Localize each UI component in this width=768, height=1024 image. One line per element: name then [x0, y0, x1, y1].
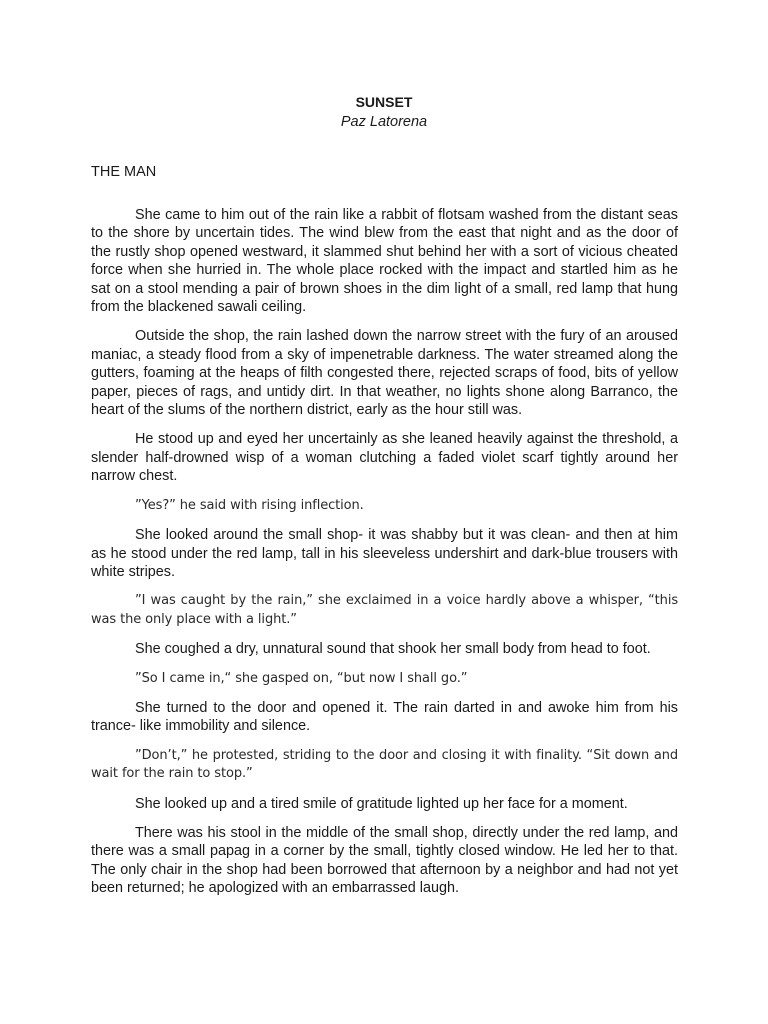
document-author: Paz Latorena	[340, 114, 428, 130]
paragraph: ”Yes?” he said with rising inflection.	[135, 497, 364, 513]
paragraph: She turned to the door and opened it. The rain darted in and awoke him from his trance- like immobility and silence.	[91, 699, 678, 735]
paragraph: He stood up and eyed her uncertainly as she leaned heavily against the threshold, a slender half-drowned wisp of a woman clutching a faded violet scarf tightly around her narrow chest.	[91, 431, 678, 485]
document-title: SUNSET	[355, 94, 413, 110]
paragraph: She came to him out of the rain like a rabbit of flotsam washed from the distant seas to the shore by uncertain tides. The wind blew from the east that night and as the door of the rustly shop opened westward, it slammed shut behind her with a sort of vicious cheated force when she hurried in. The whole place rocked with the impact and startled him as he sat on a stool mending a pair of brown shoes in the dim light of a small, red lamp that hung from the blackened sawali ceiling.	[91, 207, 678, 316]
paragraph: She coughed a dry, unnatural sound that shook her small body from head to foot.	[135, 641, 651, 658]
paragraph: ”Don’t,” he protested, striding to the door and closing it with finality. “Sit down and wait for the rain to stop.”	[91, 747, 678, 782]
paragraph: Outside the shop, the rain lashed down the narrow street with the fury of an aroused maniac, a steady flood from a sky of impenetrable darkness. The water streamed along the gutters, foaming at the heaps of filth congested there, rejected scraps of food, bits of yellow paper, pieces of rags, and untidy dirt. In that weather, no lights shone along Barranco, the heart of the slums of the northern district, early as the hour still was.	[91, 328, 678, 419]
document-body	[91, 206, 678, 909]
paragraph: There was his stool in the middle of the small shop, directly under the red lamp, and there was a small papag in a corner by the small, tightly closed window. He led her to that. The only chair in the shop had been borrowed that afternoon by a neighbor and had not yet been returned; he apologized with an embarrassed laugh.	[91, 824, 678, 897]
paragraph: ”I was caught by the rain,” she exclaimed in a voice hardly above a whisper, “this was the only place with a light.”	[91, 593, 678, 627]
paragraph: She looked up and a tired smile of gratitude lighted up her face for a moment.	[135, 795, 628, 812]
section-heading: THE MAN	[91, 164, 157, 180]
paragraph: She looked around the small shop- it was shabby but it was clean- and then at him as he stood under the red lamp, tall in his sleeveless undershirt and dark-blue trousers with white stripes.	[91, 527, 678, 580]
paragraph: ”So I came in,“ she gasped on, “but now I shall go.”	[135, 670, 468, 686]
